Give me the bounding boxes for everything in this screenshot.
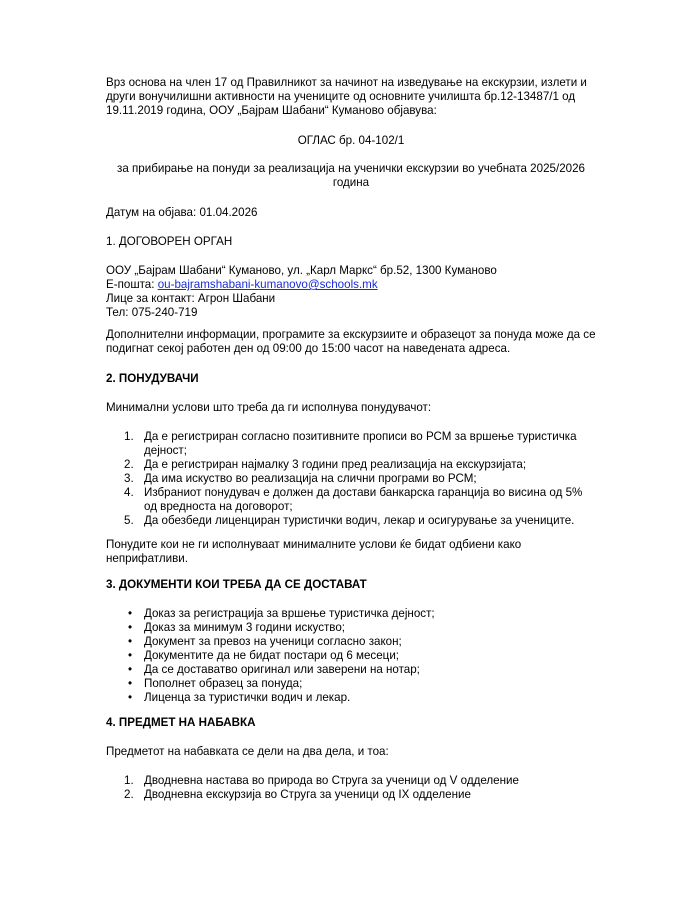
authority-email-line xyxy=(106,278,596,292)
phone-number: Тел: 075-240-719 xyxy=(106,306,198,319)
required-documents-list xyxy=(106,607,596,705)
notice-subtitle: за прибирање на понуди за реализација на ученички екскурзии во учебната 2025/2026 година xyxy=(117,162,585,189)
additional-info: Дополнителни информации, програмите за екскурзиите и образецот за понуда може да се подигнат секој работен ден од 09:00 до 15:00 часот на наведената адреса. xyxy=(106,328,596,355)
list-item: 1. Дводневна настава во природа во Струга за ученици од V одделение xyxy=(124,774,519,787)
email-label: Е-пошта: xyxy=(106,278,158,291)
authority-address: ООУ „Бајрам Шабани“ Куманово, ул. „Карл Маркс“ бр.52, 1300 Куманово xyxy=(106,264,497,277)
section-2-note: Понудите кои не ги исполнуваат минималните услови ќе бидат одбиени како неприфатливи. xyxy=(106,538,522,565)
publication-date: Датум на објава: 01.04.2026 xyxy=(106,206,258,219)
list-item: • Лиценца за туристички водич и лекар. xyxy=(128,691,351,704)
list-item: • Доказ за регистрација за вршење туристичка дејност; xyxy=(128,607,435,620)
bidder-conditions-list xyxy=(106,430,596,528)
list-item: • Документите да не бидат постари од 6 месеци; xyxy=(128,649,400,662)
list-item: 2. Да е регистриран најмалку 3 години пред реализација на екскурзијата; xyxy=(124,458,527,471)
section-2-lead: Минимални услови што треба да ги исполнува понудувачот: xyxy=(106,401,432,414)
list-item: • Да се доставатво оригинал или заверени на нотар; xyxy=(128,663,420,676)
list-item: 3. Да има искуство во реализација на слични програми во РСМ; xyxy=(124,472,477,485)
list-item: • Документ за превоз на ученици согласно закон; xyxy=(128,635,402,648)
section-3-heading: 3. ДОКУМЕНТИ КОИ ТРЕБА ДА СЕ ДОСТАВАТ xyxy=(106,578,367,591)
list-item: 4. Избраниот понудувач е должен да достави банкарска гаранција во висина од 5% од вредноста на договорот; xyxy=(124,486,583,513)
section-4-heading: 4. ПРЕДМЕТ НА НАБАВКА xyxy=(106,716,256,729)
list-item: 5. Да обезбеди лиценциран туристички водич, лекар и осигурување за учениците. xyxy=(124,514,575,527)
contact-person: Лице за контакт: Агрон Шабани xyxy=(106,292,276,305)
procurement-lots-list xyxy=(106,774,596,802)
contracting-authority-details xyxy=(106,264,596,320)
section-4-lead: Предметот на набавката се дели на два дела, и тоа: xyxy=(106,745,389,758)
section-1-heading: 1. ДОГОВОРЕН ОРГАН xyxy=(106,235,233,248)
notice-title: ОГЛАС бр. 04-102/1 xyxy=(297,134,405,147)
email-link[interactable]: ou-bajramshabani-kumanovo@schools.mk xyxy=(157,278,378,291)
list-item: 1. Да е регистриран согласно позитивните прописи во РСМ за вршење туристичка дејност; xyxy=(124,430,577,457)
list-item: • Пополнет образец за понуда; xyxy=(128,677,303,690)
section-2-heading: 2. ПОНУДУВАЧИ xyxy=(106,372,199,385)
intro-paragraph: Врз основа на член 17 од Правилникот за начинот на изведување на екскурзии, излети и други вонучилишни активности на учениците од основните училишта бр.12-13487/1 од 19.11.2019 година, ООУ „Бајрам Шабани“ Куманово објавува: xyxy=(106,76,587,117)
list-item: • Доказ за минимум 3 години искуство; xyxy=(128,621,346,634)
list-item: 2. Дводневна екскурзија во Струга за ученици од IX одделение xyxy=(124,788,471,801)
